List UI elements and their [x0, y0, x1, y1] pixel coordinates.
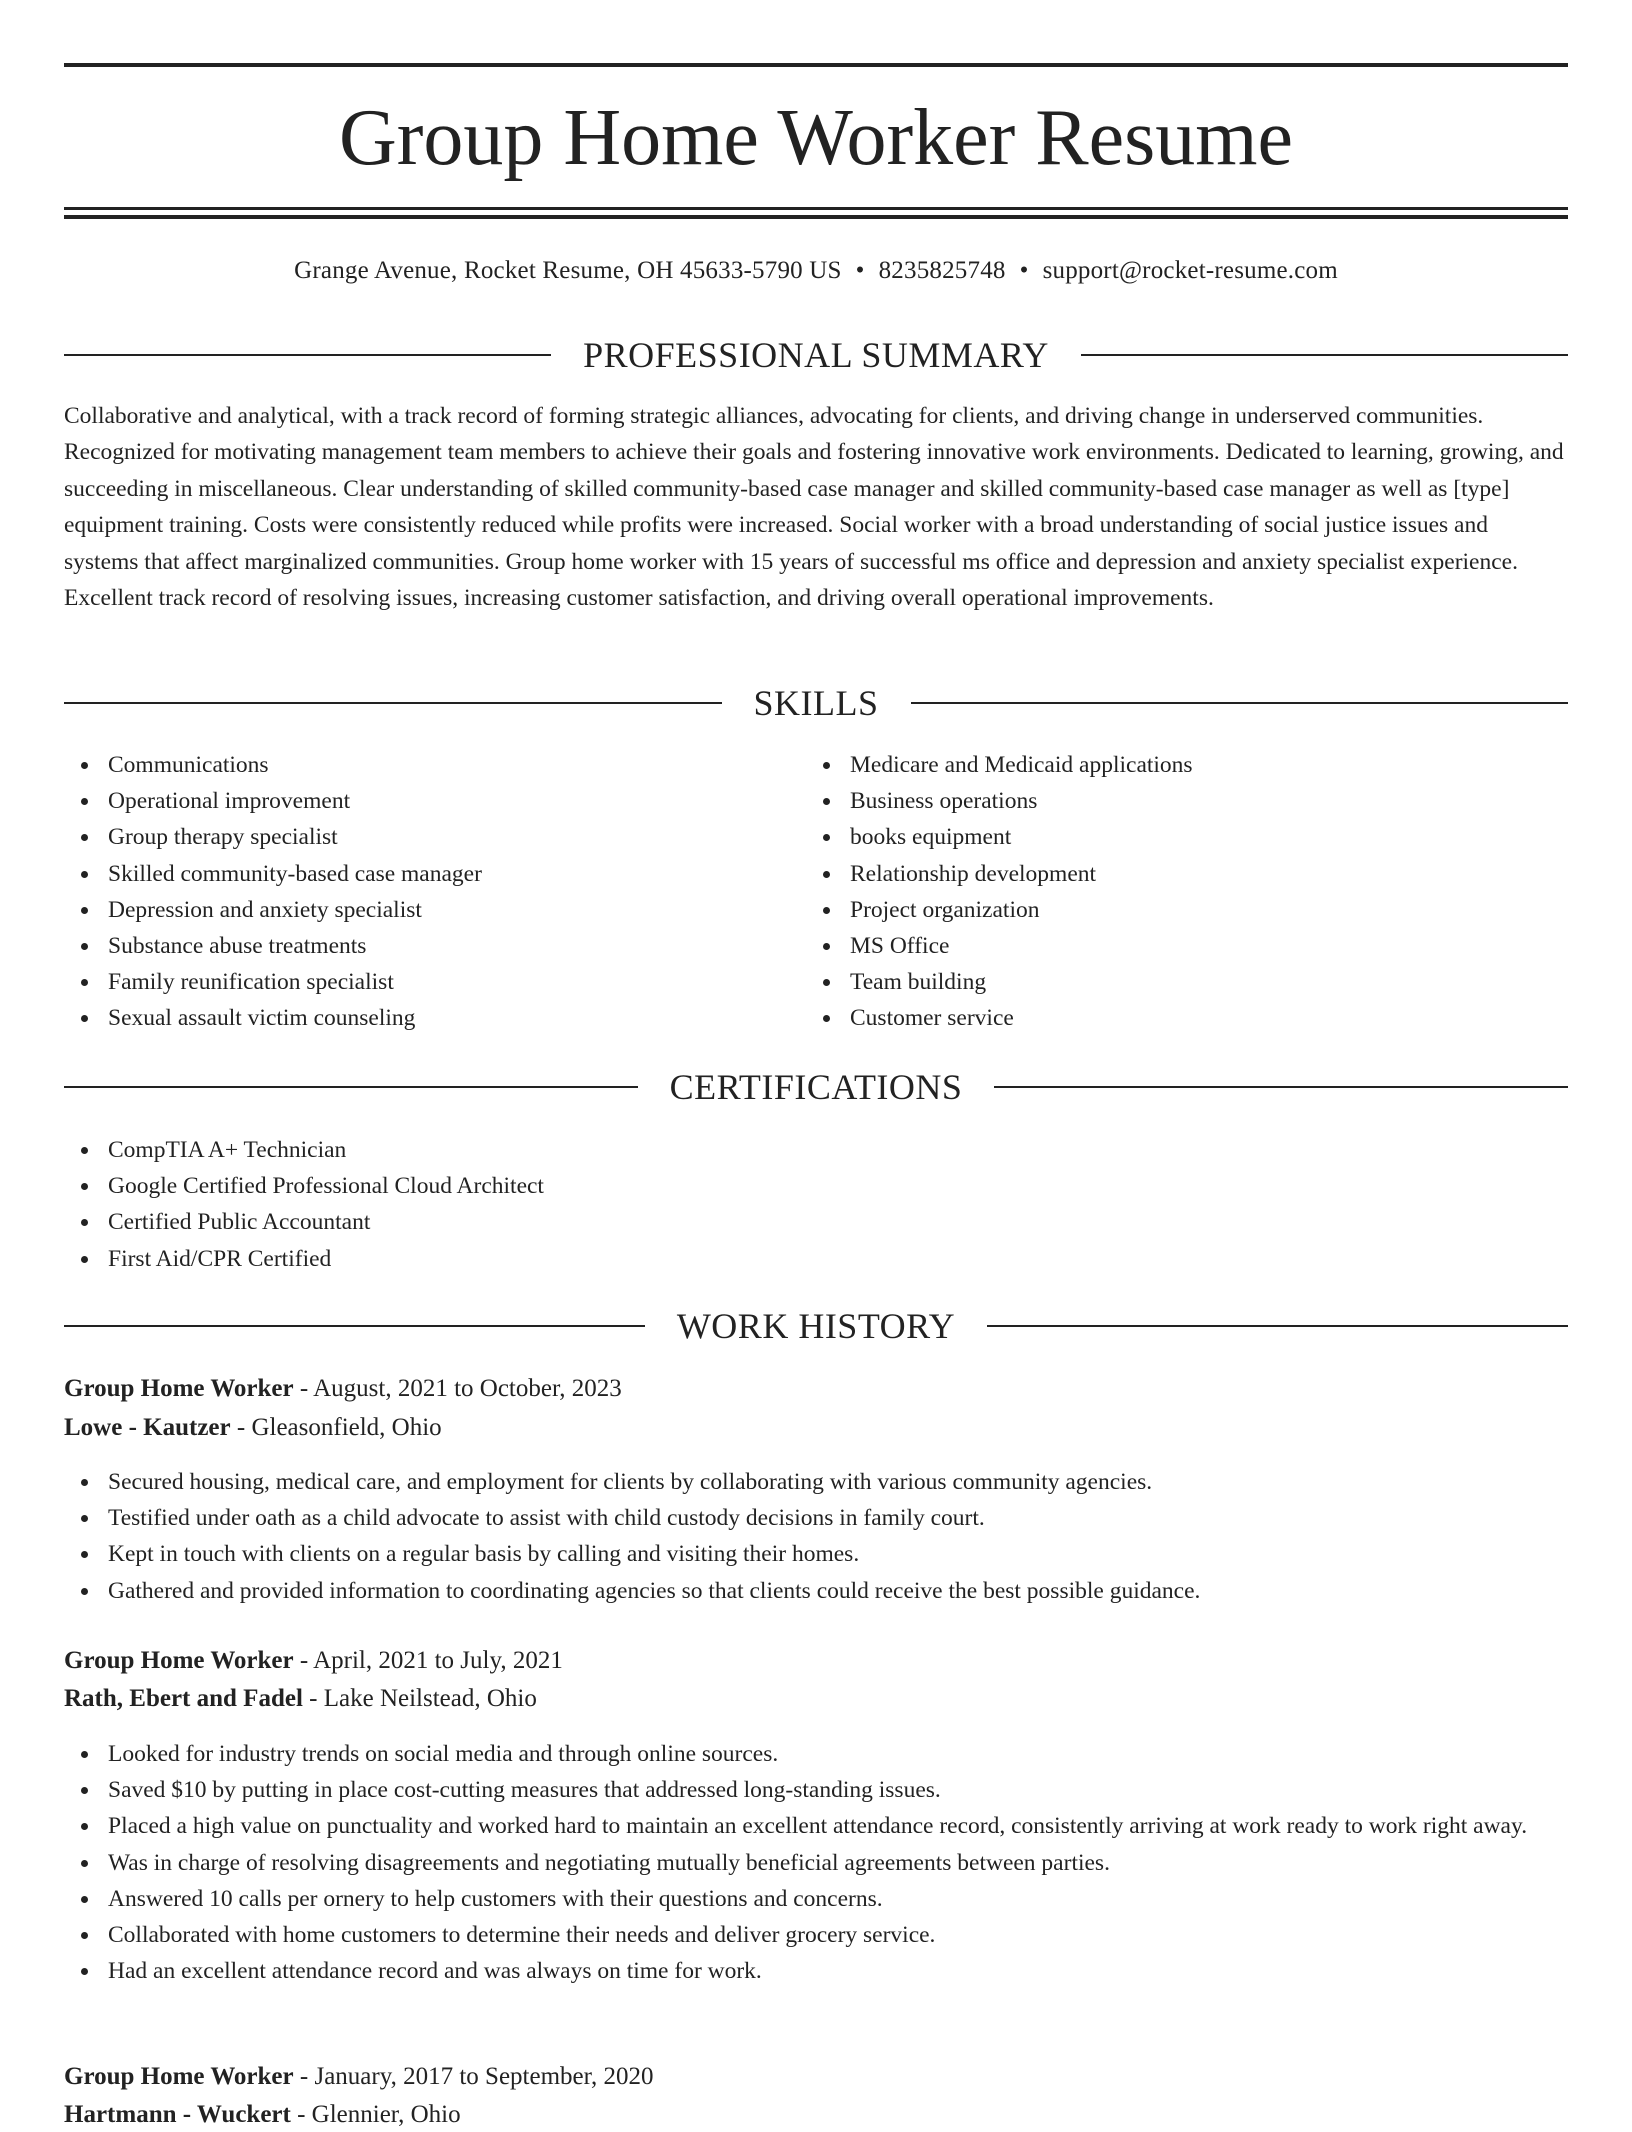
job-location: - Glennier, Ohio	[290, 2101, 461, 2128]
header-top-rule	[64, 63, 1568, 67]
job-bullet: Had an excellent attendance record and was always on time for work.	[64, 1953, 1568, 1989]
summary-heading-label: PROFESSIONAL SUMMARY	[583, 335, 1049, 375]
job-company: Rath, Ebert and Fadel	[64, 1685, 303, 1712]
skill-item: Substance abuse treatments	[64, 928, 764, 964]
contact-separator: •	[855, 257, 865, 284]
summary-heading	[64, 333, 1568, 377]
certifications-heading	[64, 1065, 1568, 1109]
skill-item: Group therapy specialist	[64, 819, 764, 855]
heading-rule-left	[64, 1086, 638, 1088]
certifications-list	[64, 1132, 964, 1277]
header-bottom-rule-thick	[64, 215, 1568, 219]
skill-item: MS Office	[806, 928, 1506, 964]
skill-item: Family reunification specialist	[64, 964, 764, 1000]
skill-item: Medicare and Medicaid applications	[806, 747, 1506, 783]
certification-item: Google Certified Professional Cloud Architect	[64, 1168, 964, 1204]
heading-rule-right	[1081, 354, 1568, 356]
skills-heading-label: SKILLS	[753, 683, 879, 723]
certification-item: Certified Public Accountant	[64, 1204, 964, 1240]
job-bullet-list	[64, 1464, 1568, 1609]
contact-separator: •	[1019, 257, 1029, 284]
job-dates: - January, 2017 to September, 2020	[293, 2063, 654, 2090]
skill-item: Depression and anxiety specialist	[64, 892, 764, 928]
skill-item: Skilled community-based case manager	[64, 856, 764, 892]
job-bullet: Placed a high value on punctuality and worked hard to maintain an excellent attendance record, consistently arriving at work ready to work right away.	[64, 1808, 1568, 1844]
skill-item: Operational improvement	[64, 783, 764, 819]
job-role: Group Home Worker	[64, 1375, 294, 1402]
contact-line	[64, 254, 1568, 288]
contact-email: support@rocket-resume.com	[1042, 257, 1338, 284]
skills-list-right	[806, 747, 1506, 1037]
job-company-line	[64, 1682, 537, 1716]
heading-rule-right	[987, 1325, 1568, 1327]
page-title: Group Home Worker Resume	[338, 94, 1294, 182]
skill-item: Sexual assault victim counseling	[64, 1000, 764, 1036]
skill-item: books equipment	[806, 819, 1506, 855]
certification-item: CompTIA A+ Technician	[64, 1132, 964, 1168]
job-bullet: Collaborated with home customers to determine their needs and deliver grocery service.	[64, 1917, 1568, 1953]
job-bullet: Secured housing, medical care, and employment for clients by collaborating with various community agencies.	[64, 1464, 1568, 1500]
skills-list-left	[64, 747, 764, 1037]
heading-rule-left	[64, 702, 722, 704]
job-company: Hartmann - Wuckert	[64, 2101, 291, 2128]
job-company-line	[64, 1411, 442, 1445]
heading-rule-right	[911, 702, 1569, 704]
job-bullet: Was in charge of resolving disagreements and negotiating mutually beneficial agreements between parties.	[64, 1845, 1568, 1881]
job-dates: - August, 2021 to October, 2023	[293, 1375, 622, 1402]
skill-item: Relationship development	[806, 856, 1506, 892]
job-role: Group Home Worker	[64, 2063, 294, 2090]
skill-item: Business operations	[806, 783, 1506, 819]
job-location: - Lake Neilstead, Ohio	[302, 1685, 537, 1712]
job-company: Lowe - Kautzer	[64, 1414, 231, 1441]
certification-item: First Aid/CPR Certified	[64, 1241, 964, 1277]
skill-item: Team building	[806, 964, 1506, 1000]
job-bullet-list	[64, 1736, 1568, 1989]
skill-item: Communications	[64, 747, 764, 783]
job-role-line	[64, 1644, 563, 1678]
header-bottom-rule-thin	[64, 207, 1568, 210]
work-history-heading-label: WORK HISTORY	[676, 1306, 956, 1346]
job-bullet: Looked for industry trends on social media and through online sources.	[64, 1736, 1568, 1772]
job-role-line	[64, 2060, 653, 2094]
job-bullet: Answered 10 calls per ornery to help customers with their questions and concerns.	[64, 1881, 1568, 1917]
job-bullet: Gathered and provided information to coordinating agencies so that clients could receive the best possible guidance.	[64, 1573, 1568, 1609]
skills-heading	[64, 681, 1568, 725]
summary-text: Collaborative and analytical, with a track record of forming strategic alliances, advocating for clients, and driving change in underserved communities. Recognized for motivating management team members to achieve their goals and fostering innovative work environments. Dedicated to learning, growing, and succeeding in miscellaneous. Clear understanding of skilled community-based case manager and skilled community-based case manager as well as [type] equipment training. Costs were consistently reduced while profits were increased. Social worker with a broad understanding of social justice issues and systems that affect marginalized communities. Group home worker with 15 years of successful ms office and depression and anxiety specialist experience. Excellent track record of resolving issues, increasing customer satisfaction, and driving overall operational improvements.	[64, 403, 1564, 612]
job-company-line	[64, 2098, 461, 2132]
job-bullet: Kept in touch with clients on a regular basis by calling and visiting their homes.	[64, 1536, 1568, 1572]
job-bullet: Saved $10 by putting in place cost-cutting measures that addressed long-standing issues.	[64, 1772, 1568, 1808]
contact-address: Grange Avenue, Rocket Resume, OH 45633-5790 US	[294, 257, 842, 284]
job-role: Group Home Worker	[64, 1647, 294, 1674]
skill-item: Project organization	[806, 892, 1506, 928]
heading-rule-left	[64, 1325, 645, 1327]
certifications-heading-label: CERTIFICATIONS	[669, 1067, 963, 1107]
job-location: - Gleasonfield, Ohio	[230, 1414, 442, 1441]
job-bullet: Testified under oath as a child advocate to assist with child custody decisions in family court.	[64, 1500, 1568, 1536]
heading-rule-right	[994, 1086, 1568, 1088]
job-dates: - April, 2021 to July, 2021	[293, 1647, 563, 1674]
job-role-line	[64, 1372, 622, 1406]
heading-rule-left	[64, 354, 551, 356]
contact-phone: 8235825748	[878, 257, 1006, 284]
skill-item: Customer service	[806, 1000, 1506, 1036]
work-history-heading	[64, 1304, 1568, 1348]
